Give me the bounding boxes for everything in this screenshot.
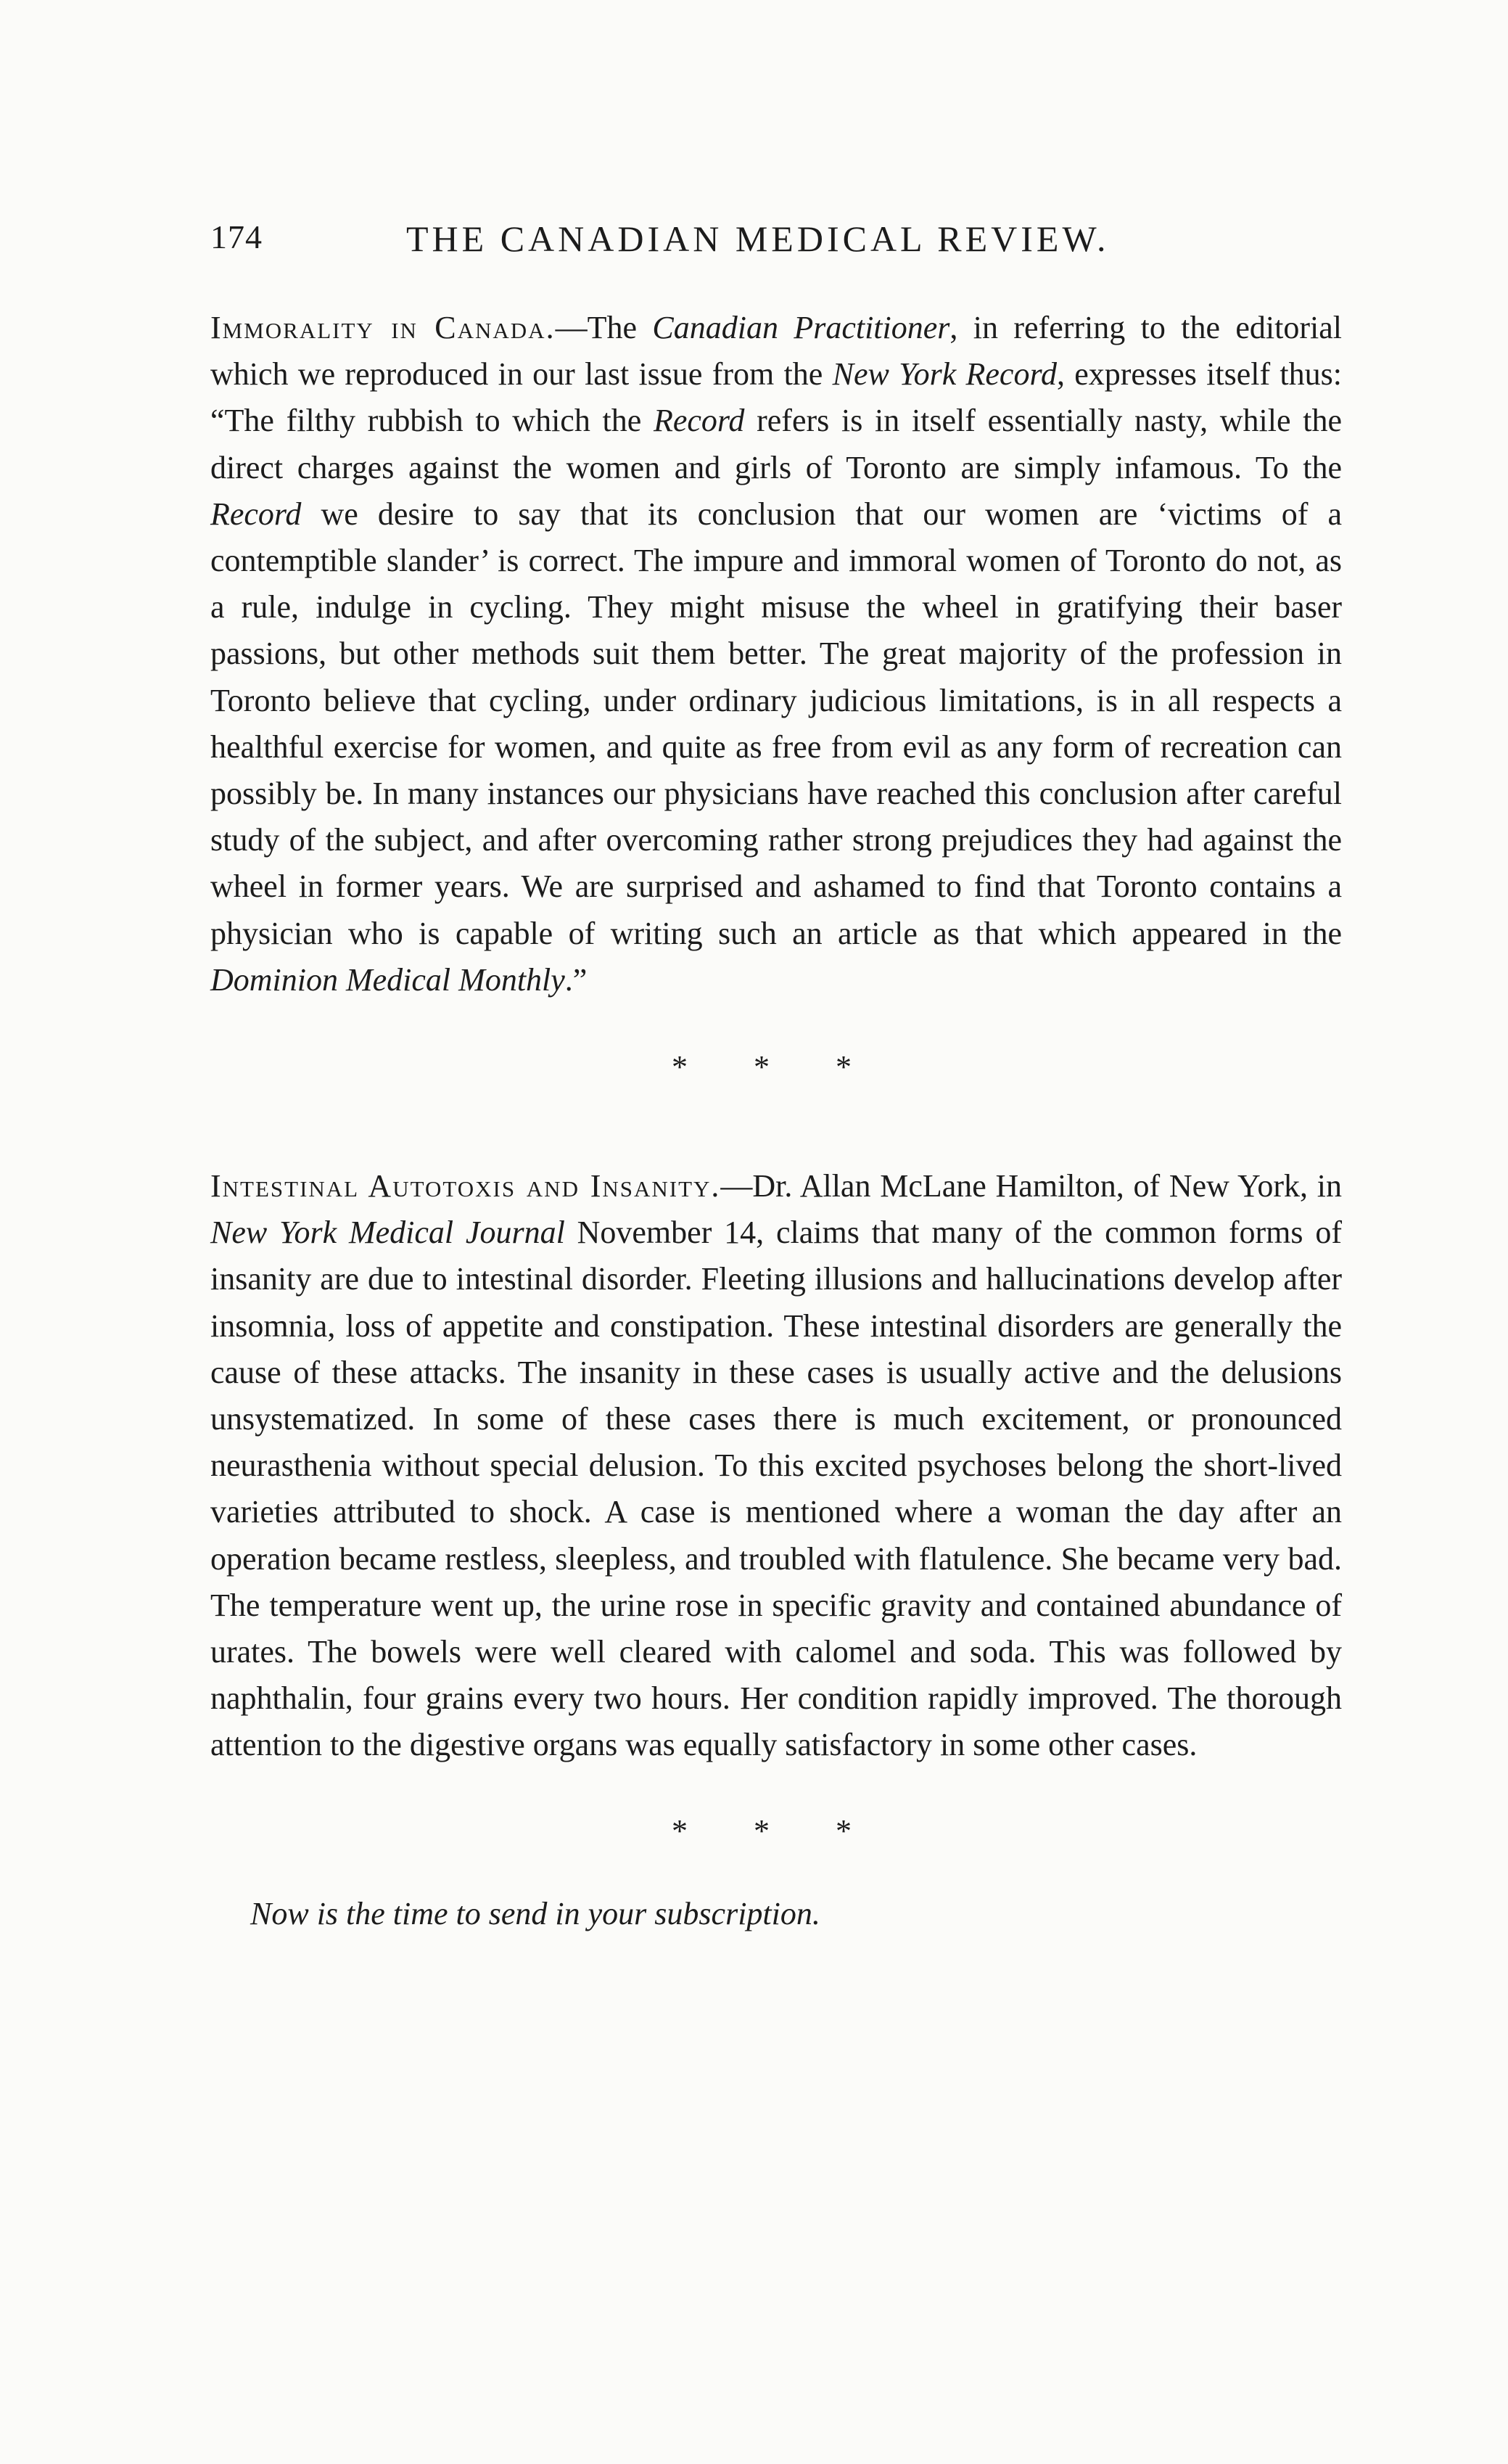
subscription-notice: Now is the time to send in your subscription. bbox=[250, 1895, 820, 1931]
italic-title: Canadian Practitioner bbox=[652, 310, 950, 345]
section-separator: * * * bbox=[672, 1812, 881, 1849]
article-headline: Immorality in Canada. bbox=[210, 310, 556, 345]
text-run: .” bbox=[564, 961, 588, 998]
document-page bbox=[210, 218, 1342, 1937]
section-separator: * * * bbox=[672, 1049, 881, 1085]
text-run: refers is in itself essentially nasty, while the direct charges against the women and girls of Toronto are simply infamous. To the bbox=[210, 403, 1342, 485]
text-run: , expresses itself thus: “The filthy rubbish to which the bbox=[210, 356, 1342, 439]
page-number: 174 bbox=[210, 218, 263, 255]
journal-title: THE CANADIAN MEDICAL REVIEW. bbox=[406, 218, 1110, 259]
italic-title: Record bbox=[653, 403, 745, 439]
text-run: November 14, claims that many of the common forms of insanity are due to intestinal disorder. Fleeting illusions and hallucinations develop after insomnia, loss of appetite and constipation. These intestinal disorders are generally the cause of these attacks. The insanity in these cases is usually active and the delusions unsystematized. In some of these cases there is much excitement, or pronounced neurasthenia without special delusion. To this excited psychoses belong the short-lived varieties attributed to shock. A case is mentioned where a woman the day after an operation became restless, sleepless, and troubled with flatulence. She became very bad. The temperature went up, the urine rose in specific gravity and contained abundance of urates. The bowels were well cleared with calomel and soda. This was followed by naphthalin, four grains every two hours. Her condition rapidly improved. The thorough attention to the digestive organs was equally satisfactory in some other cases. bbox=[210, 1215, 1342, 1763]
text-run: we desire to say that its conclusion that our women are ‘victims of a contemptible slander’ is correct. The impure and immoral women of Toronto do not, as a rule, indulge in cycling. They might misuse the wheel in gratifying their baser passions, but other methods suit them better. The great majority of the profession in Toronto believe that cycling, under ordinary judicious limitations, is in all respects a healthful exercise for women, and quite as free from evil as any form of recreation can possibly be. In many instances our physicians have reached this conclusion after careful study of the subject, and after overcoming rather strong prejudices they had against the wheel in former years. We are surprised and ashamed to find that Toronto contains a physician who is capable of writing such an article as that which appeared in the bbox=[210, 496, 1342, 951]
italic-title: Dominion Medical Monthly bbox=[210, 961, 565, 998]
article-paragraph bbox=[210, 305, 1342, 1003]
article-immorality-in-canada bbox=[210, 305, 1342, 1003]
text-run: , in referring to the editorial which we reproduced in our last issue from the bbox=[210, 310, 1343, 393]
italic-title: New York Record bbox=[832, 356, 1057, 393]
running-head bbox=[210, 218, 1342, 276]
text-run: —The bbox=[555, 310, 653, 345]
italic-title: New York Medical Journal bbox=[210, 1215, 565, 1251]
article-headline: Intestinal Autotoxis and Insanity. bbox=[210, 1168, 721, 1204]
article-intestinal-autotoxis bbox=[210, 1163, 1342, 1769]
text-run: —Dr. Allan McLane Hamilton, of New York, in bbox=[720, 1168, 1343, 1204]
article-paragraph bbox=[210, 1163, 1342, 1769]
italic-title: Record bbox=[210, 496, 302, 532]
